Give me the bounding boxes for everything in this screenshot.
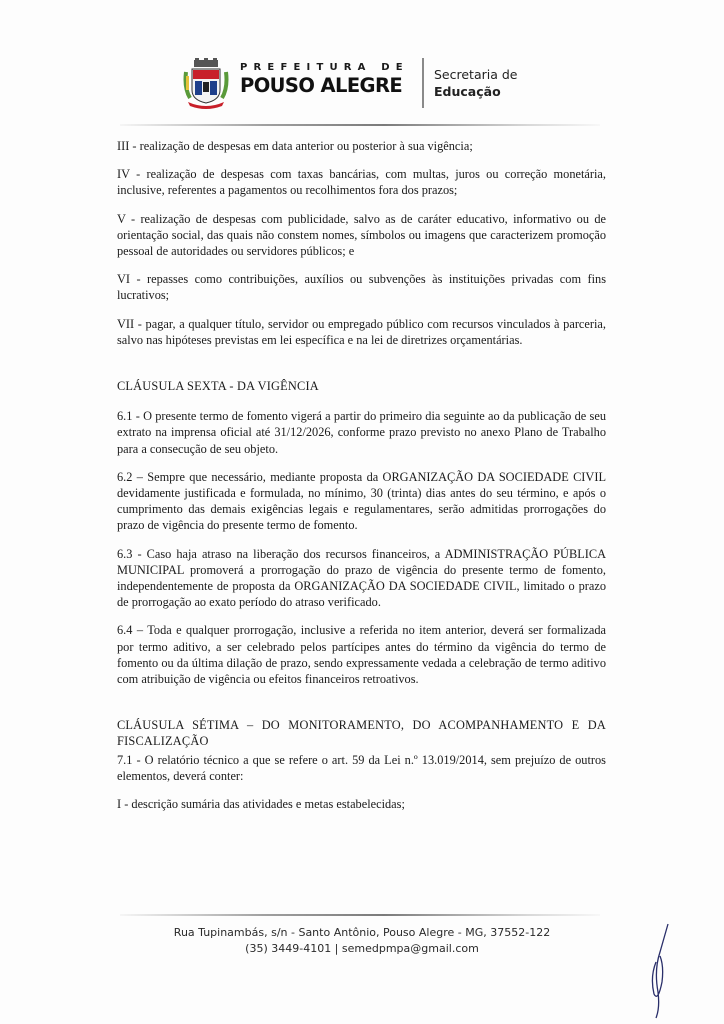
document-body bbox=[117, 138, 606, 824]
footer bbox=[120, 925, 604, 957]
item-iv: IV - realização de despesas com taxas bancárias, com multas, juros ou correção monetária, inclusive, referentes a pagamentos ou recolhimentos fora dos prazos; bbox=[117, 167, 606, 198]
paragraph-6-1: 6.1 - O presente termo de fomento vigerá a partir do primeiro dia seguinte ao da publicação de seu extrato na imprensa oficial até 31/12/2026, conforme prazo previsto no anexo Plano de Trabalho para a consecução de seu objeto. bbox=[117, 409, 606, 456]
item-vii: VII - pagar, a qualquer título, servidor ou empregado público com recursos vinculados à parceria, salvo nas hipóteses previstas em lei específica e na lei de diretrizes orçamentárias. bbox=[117, 316, 606, 347]
item-vi: VI - repasses como contribuições, auxílios ou subvenções às instituições privadas com fins lucrativos; bbox=[117, 272, 606, 303]
footer-address: Rua Tupinambás, s/n - Santo Antônio, Pouso Alegre - MG, 37552-122 bbox=[173, 926, 551, 939]
item-i: I - descrição sumária das atividades e metas estabelecidas; bbox=[117, 797, 405, 812]
item-iii: III - realização de despesas em data anterior ou posterior à sua vigência; bbox=[117, 139, 473, 153]
clause-six-heading: CLÁUSULA SEXTA - DA VIGÊNCIA bbox=[117, 379, 319, 394]
paragraph-6-3: 6.3 - Caso haja atraso na liberação dos recursos financeiros, a ADMINISTRAÇÃO PÚBLICA MUNICIPAL promoverá a prorrogação do prazo de vigência do presente termo de fomento, independentemente de proposta da ORGANIZAÇÃO DA SOCIEDADE CIVIL, limitado o prazo de prorrogação ao exato período do atraso verificado. bbox=[117, 546, 606, 610]
brand-main-text: POUSO ALEGRE bbox=[240, 74, 403, 97]
footer-rule bbox=[120, 914, 600, 916]
department-line2: Educação bbox=[434, 84, 501, 99]
department-name bbox=[434, 66, 517, 100]
coat-of-arms-icon bbox=[182, 58, 230, 110]
footer-contact: (35) 3449-4101 | semedpmpa@gmail.com bbox=[245, 942, 479, 955]
signature-initials bbox=[640, 922, 680, 1022]
paragraph-7-1: 7.1 - O relatório técnico a que se refere o art. 59 da Lei n.º 13.019/2014, sem prejuízo de outros elementos, deverá conter: bbox=[117, 752, 606, 783]
paragraph-6-4: 6.4 – Toda e qualquer prorrogação, inclusive a referida no item anterior, deverá ser formalizada por termo aditivo, a ser celebrado pelos partícipes antes do término da vigência do termo de fomento ou da última dilação de prazo, sendo expressamente vedada a celebração de termo aditivo com atribuição de vigência ou efeitos financeiros retroativos. bbox=[117, 623, 606, 687]
paragraph-6-2: 6.2 – Sempre que necessário, mediante proposta da ORGANIZAÇÃO DA SOCIEDADE CIVIL devidamente justificada e formulada, no mínimo, 30 (trinta) dias antes do seu término, e após o cumprimento das demais exigências legais e regulamentares, serão admitidas prorrogações do prazo de vigência do presente termo de fomento. bbox=[117, 469, 606, 533]
brand-wordmark bbox=[240, 62, 409, 97]
header-divider bbox=[422, 58, 424, 108]
brand-top-text: PREFEITURA DE bbox=[240, 62, 409, 73]
header-rule bbox=[120, 124, 600, 126]
item-v: V - realização de despesas com publicidade, salvo as de caráter educativo, informativo ou de orientação social, das quais não constem nomes, símbolos ou imagens que caracterizem promoção pessoal de autoridades ou servidores públicos; e bbox=[117, 211, 606, 259]
clause-seven-heading: CLÁUSULA SÉTIMA – DO MONITORAMENTO, DO ACOMPANHAMENTO E DA FISCALIZAÇÃO bbox=[117, 718, 606, 749]
letterhead bbox=[182, 56, 542, 112]
department-line1: Secretaria de bbox=[434, 67, 518, 82]
